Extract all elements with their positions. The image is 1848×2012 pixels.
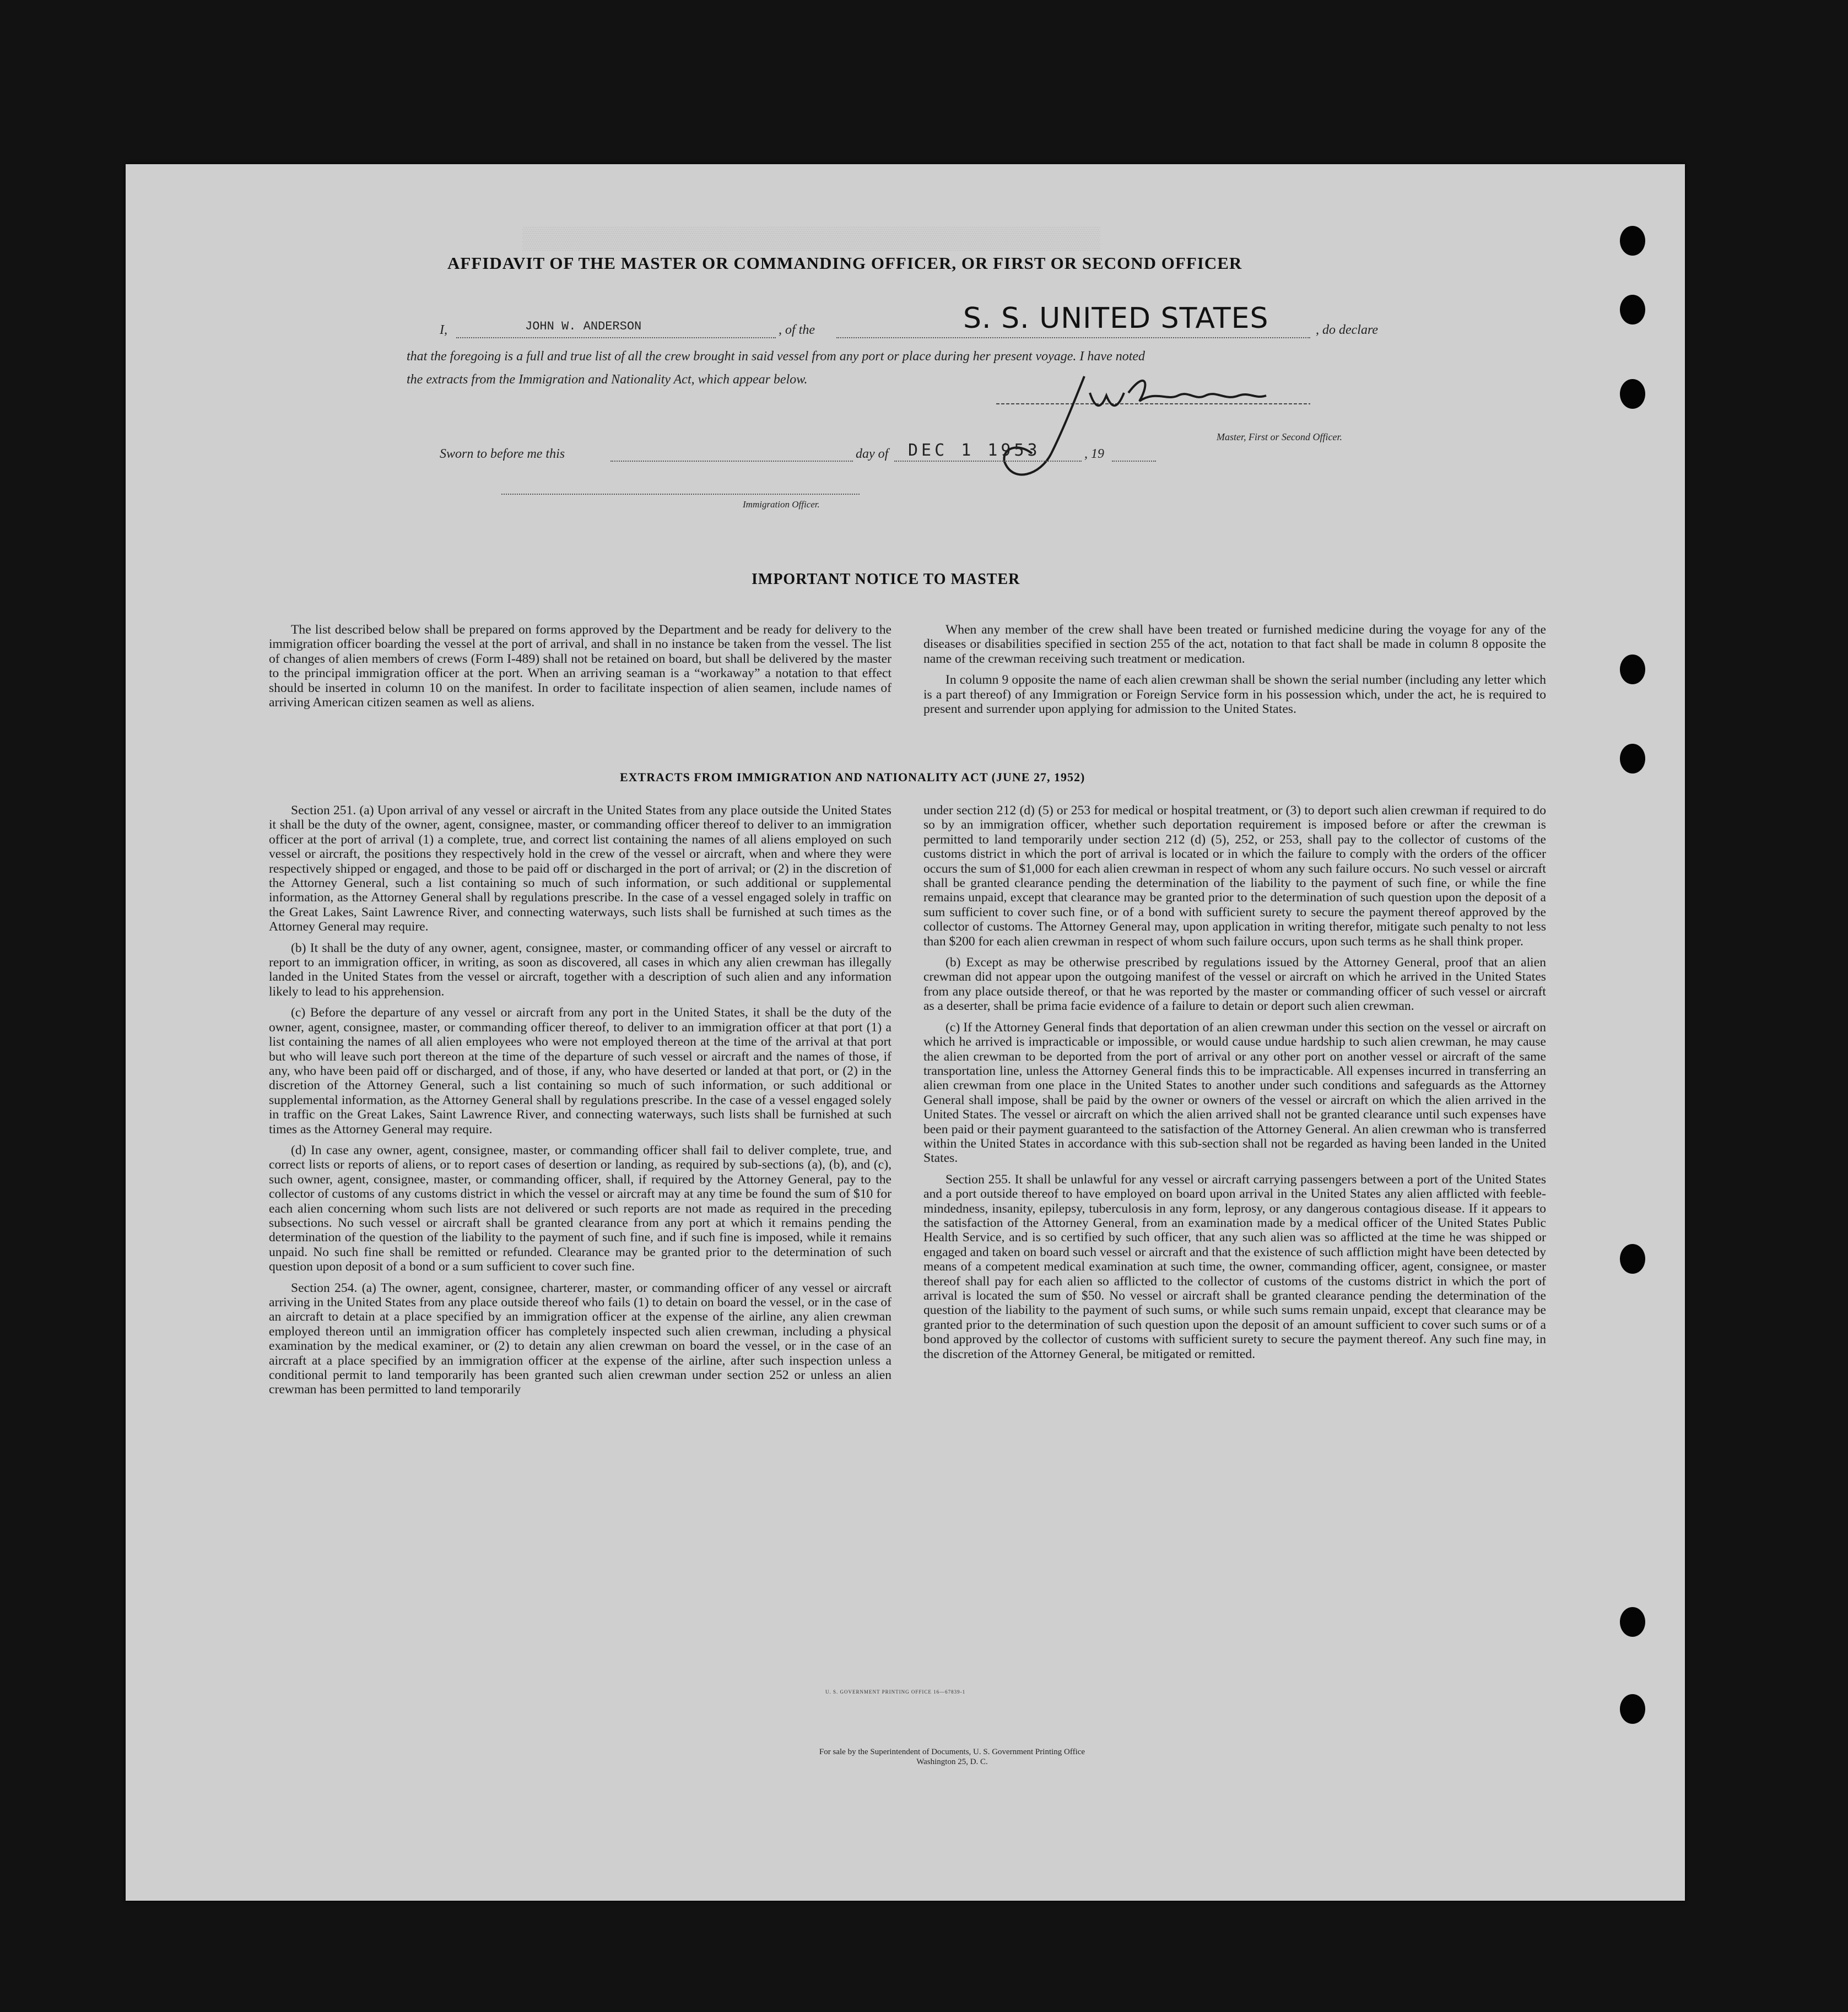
year-prefix: , 19 xyxy=(1084,447,1104,461)
declaration-i: I, xyxy=(440,323,447,337)
notice-left-column xyxy=(269,623,891,710)
notice-right-paragraph-2: In column 9 opposite the name of each alien crewman shall be shown the serial number (including any letter which is a part thereof) of any Immigration or Foreign Service form in his possession which, under the act, he is required to present and surrender upon applying for admission to the United States. xyxy=(923,673,1546,717)
sworn-month-line xyxy=(894,461,1082,462)
do-declare-label: , do declare xyxy=(1316,323,1379,337)
section-251a: Section 251. (a) Upon arrival of any vessel or aircraft in the United States from any place outside the United States it shall be the duty of the owner, agent, consignee, master, or commanding officer thereof to deliver to an immigration officer at the port of arrival (1) a complete, true, and correct list containing the names of all aliens employed on such vessel or aircraft, the positions they respectively hold in the crew of the vessel or aircraft, when and where they were respectively shipped or engaged, and those to be paid off or discharged in the port of arrival; or (2) in the discretion of the Attorney General, such a list containing so much of such information, or such additional or supplemental information, as the Attorney General shall by regulations prescribe. In the case of a vessel engaged solely in traffic on the Great Lakes, Saint Lawrence River, and connecting waterways, such lists shall be furnished at such times as the Attorney General may require. xyxy=(269,803,891,934)
binder-hole xyxy=(1620,744,1645,774)
declaration-line-2: the extracts from the Immigration and Nationality Act, which appear below. xyxy=(407,372,808,387)
sworn-day-line xyxy=(610,461,853,462)
extracts-title: EXTRACTS FROM IMMIGRATION AND NATIONALITY ACT (JUNE 27, 1952) xyxy=(620,770,1085,784)
notice-right-column xyxy=(923,623,1546,716)
declaration-line-1: that the foregoing is a full and true list of all the crew brought in said vessel from any port or place during her present voyage. I have noted xyxy=(407,349,1145,364)
master-label: Master, First or Second Officer. xyxy=(1217,431,1342,442)
extracts-left-column xyxy=(269,803,891,1397)
vessel-line xyxy=(836,337,1310,338)
section-254a: Section 254. (a) The owner, agent, consignee, charterer, master, or commanding officer of any vessel or aircraft arriving in the United States from any place outside thereof who fails (1) to detain on board the vessel, or in the case of an aircraft to detain at a place specified by an immigration officer at the expense of the airline, any alien crewman employed thereon until an immigration officer has completely inspected such alien crewman, including a physical examination by the medical examiner, or (2) to detain any alien crewman on board the vessel, or in the case of an aircraft at a place specified by an immigration officer at the expense of the airline, after such inspection unless a conditional permit to land temporarily has been granted such alien crewman under section 252 or unless an alien crewman has been permitted to land temporarily xyxy=(269,1280,891,1397)
section-255: Section 255. It shall be unlawful for any vessel or aircraft carrying passengers between a port of the United States and a port outside thereof to have employed on board upon arrival in the United States any alien afflicted with feeble-mindedness, insanity, epilepsy, tuberculosis in any form, leprosy, or any dangerous contagious disease. If it appears to the satisfaction of the Attorney General, from an examination made by a medical officer of the United States Public Health Service, and is so certified by such officer, that any such alien was so afflicted at the time he was shipped or engaged and taken on board such vessel or aircraft and that the existence of such affliction might have been detected by means of a competent medical examination at such time, the owner, commanding officer, agent, consignee, or master thereof shall pay for each alien so afflicted to the collector of customs of the customs district in which the port of arrival is located the sum of $50. No vessel or aircraft shall be granted clearance pending the determination of the question of the liability to the payment of such sums, or while such sums remain unpaid, except that clearance may be granted prior to the determination of such question upon the deposit of an amount sufficient to cover such sums or of a bond approved by the collector of customs with sufficient surety to secure the payment thereof. Any such fine may, in the discretion of the Attorney General, be mitigated or remitted. xyxy=(923,1172,1546,1361)
name-line xyxy=(456,337,776,338)
section-254b: (b) Except as may be otherwise prescribed by regulations issued by the Attorney General, proof that an alien crewman did not appear upon the outgoing manifest of the vessel or aircraft on which he arrived in the United States from any place outside thereof, or that he was reported by the master or commanding officer of such vessel or aircraft as a deserter, shall be prima facie evidence of a failure to detain or deport such alien crewman. xyxy=(923,955,1546,1014)
printing-office-imprint: U. S. GOVERNMENT PRINTING OFFICE 16—67839-1 xyxy=(825,1689,966,1695)
immigration-officer-line xyxy=(501,494,860,495)
binder-hole xyxy=(1620,1244,1645,1274)
binder-hole xyxy=(1620,1694,1645,1724)
section-254c: (c) If the Attorney General finds that deportation of an alien crewman under this section on the vessel or aircraft on which he arrived is impracticable or impossible, or would cause undue hardship to such alien crewman, he may cause the alien crewman to be deported from the port of arrival or any other port on another vessel or aircraft of the same transportation line, unless the Attorney General finds this to be impracticable. All expenses incurred in transferring an alien crewman from one place in the United States to another under such conditions and safeguards as the Attorney General shall impose, shall be paid by the owner or owners of the vessel or aircraft on which the alien arrived in the United States. The vessel or aircraft on which the alien arrived shall not be granted clearance until such expenses have been paid or their payment guaranteed to the satisfaction of the Attorney General. An alien crewman who is transferred within the United States in accordance with this sub-section shall not be regarded as having been landed in the United States. xyxy=(923,1020,1546,1166)
notice-left-paragraph: The list described below shall be prepared on forms approved by the Department and be ready for delivery to the immigration officer boarding the vessel at the port of arrival, and shall in no instance be taken from the vessel. The list of changes of alien members of crews (Form I-489) shall not be retained on board, but shall be delivered by the master to the principal immigration officer at the port. When an arriving seaman is a “workaway” a notation to that effect should be inserted in column 10 on the manifest. In order to facilitate inspection of alien seamen, include names of arriving American citizen seamen as well as aliens. xyxy=(269,623,891,710)
extracts-right-column xyxy=(923,803,1546,1361)
section-251c: (c) Before the departure of any vessel or aircraft from any port in the United States, it shall be the duty of the owner, agent, consignee, master, or commanding officer thereof, to deliver to an immigration officer at that port (1) a list containing the names of all alien employees who were not employed thereon at the time of the arrival at that port but who will leave such port thereon at the time of the departure of such vessel or aircraft and the names of those, if any, who have been paid off or discharged, and of those, if any, who have deserted or landed at that port, or (2) in the discretion of the Attorney General, such a list containing so much of such information, or such additional or supplemental information, as the Attorney General shall by regulations prescribe. In the case of a vessel engaged solely in traffic on the Great Lakes, Saint Lawrence River, and connecting waterways, such lists shall be furnished at such times as the Attorney General may require. xyxy=(269,1005,891,1137)
year-line xyxy=(1112,461,1156,462)
sale-line-1: For sale by the Superintendent of Documents, U. S. Government Printing Office xyxy=(819,1748,1085,1756)
binder-hole xyxy=(1620,655,1645,684)
notice-title: IMPORTANT NOTICE TO MASTER xyxy=(752,571,1020,588)
binder-hole xyxy=(1620,379,1645,409)
immigration-officer-label: Immigration Officer. xyxy=(743,499,820,510)
bleed-through-text: ▒▒▒▒▒▒▒▒▒▒▒▒▒▒▒▒▒▒▒▒▒▒▒▒▒▒▒▒▒▒▒▒▒▒▒▒▒ xyxy=(522,225,1100,250)
sworn-date: DEC 1 1953 xyxy=(908,441,1041,460)
document-page xyxy=(126,164,1685,1901)
section-254a-continued: under section 212 (d) (5) or 253 for medical or hospital treatment, or (3) to deport such alien crewman if required to do so by an immigration officer, whether such deportation requirement is imposed before or after the crewman is permitted to land temporarily under section 212 (d) (5), 252, or 253, shall pay to the collector of customs of the customs district in which the port of arrival is located or in which the failure to comply with the orders of the officer occurs the sum of $1,000 for each alien crewman in respect of whom any such failure occurs. No such vessel or aircraft shall be granted clearance pending the determination of the liability to the payment of such fine, or while the fine remains unpaid, except that clearance may be granted prior to the determination of such question upon the deposit of a sum sufficient to cover such fine, or of a bond with sufficient surety to secure the payment thereof approved by the collector of customs. The Attorney General may, upon application in writing therefor, mitigate such penalty to not less than $200 for each alien crewman in respect of whom such failure occurs, upon such terms as he shall think proper. xyxy=(923,803,1546,949)
officer-name: JOHN W. ANDERSON xyxy=(525,320,642,333)
sale-line-2: Washington 25, D. C. xyxy=(916,1757,988,1766)
sworn-label: Sworn to before me this xyxy=(440,447,565,461)
of-the-label: , of the xyxy=(779,323,815,337)
binder-hole xyxy=(1620,295,1645,324)
section-251d: (d) In case any owner, agent, consignee, master, or commanding officer shall fail to deliver complete, true, and correct lists or reports of aliens, or to report cases of desertion or landing, as required by sub-sections (a), (b), and (c), such owner, agent, consignee, master, or commanding officer, shall, if required by the Attorney General, pay to the collector of customs of any customs district in which the vessel or aircraft may at any time be found the sum of $10 for each alien concerning whom such lists are not delivered or such reports are not made as required in the preceding subsections. No such vessel or aircraft shall be granted clearance from any port at which it remains pending the determination of the question of the liability to the payment of such fine, and if such fine is imposed, while it remains unpaid. No such fine shall be remitted or refunded. Clearance may be granted prior to the determination of such question upon deposit of a bond or a sum sufficient to cover such fine. xyxy=(269,1143,891,1274)
vessel-name: S. S. UNITED STATES xyxy=(963,302,1269,335)
binder-hole xyxy=(1620,226,1645,256)
sale-notice xyxy=(677,1747,1228,1767)
affidavit-title: AFFIDAVIT OF THE MASTER OR COMMANDING OFFICER, OR FIRST OR SECOND OFFICER xyxy=(447,253,1242,273)
binder-hole xyxy=(1620,1607,1645,1637)
day-of-label: day of xyxy=(856,447,889,461)
notice-right-paragraph-1: When any member of the crew shall have been treated or furnished medicine during the voyage for any of the diseases or disabilities specified in section 255 of the act, notation to that fact shall be made in column 8 opposite the name of the crewman receiving such treatment or medication. xyxy=(923,623,1546,666)
section-251b: (b) It shall be the duty of any owner, agent, consignee, master, or commanding officer of any vessel or aircraft to report to an immigration officer, in writing, as soon as discovered, all cases in which any alien crewman has illegally landed in the United States from the vessel or aircraft, together with a description of such alien and any information likely to lead to his apprehension. xyxy=(269,940,891,999)
